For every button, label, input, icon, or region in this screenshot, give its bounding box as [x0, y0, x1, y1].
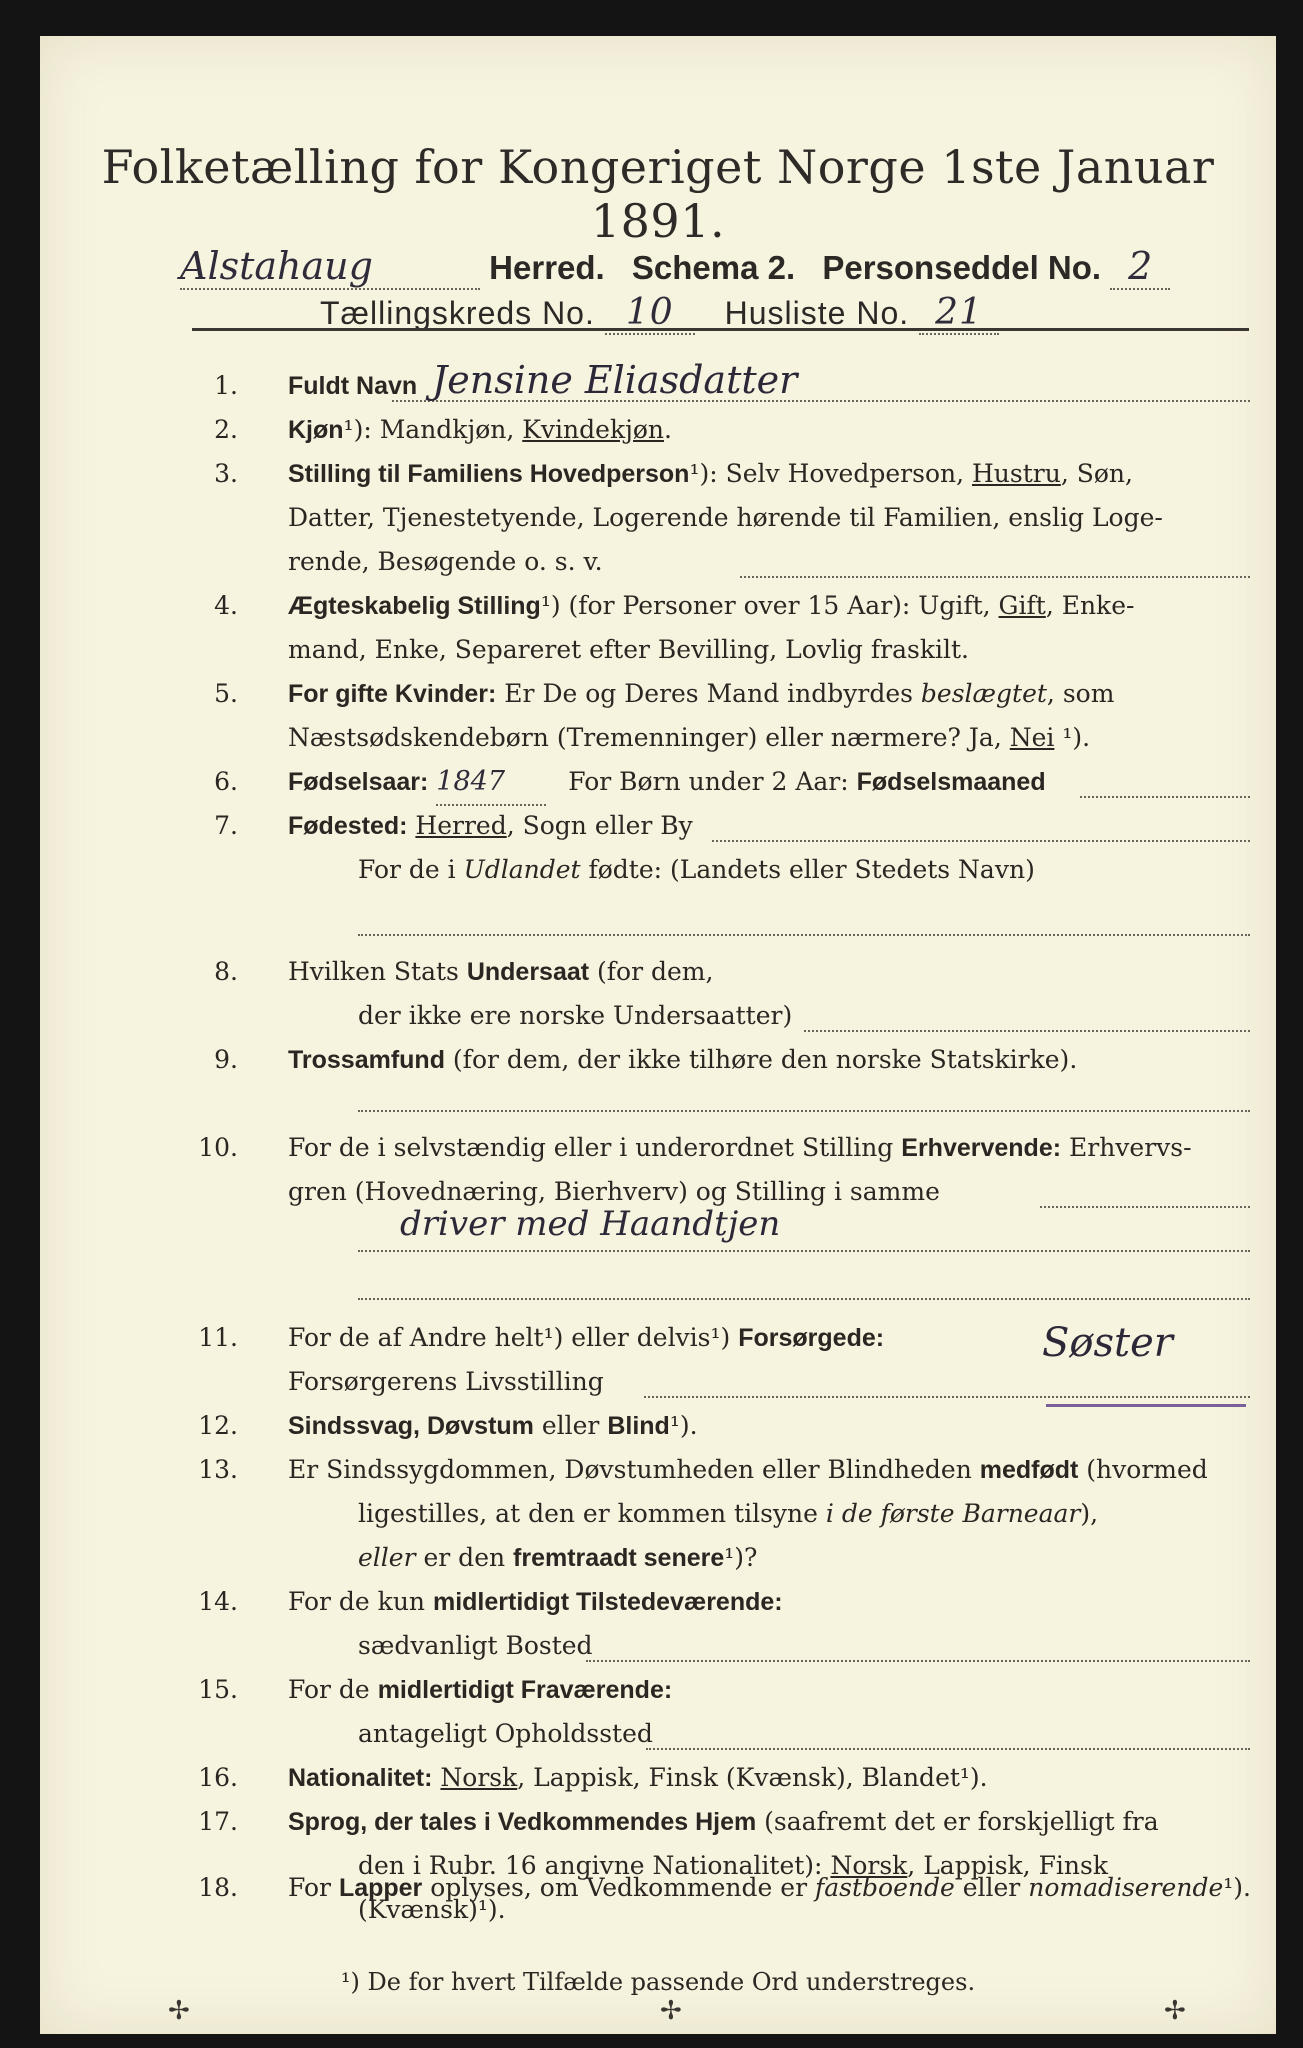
- item-text: ),: [1080, 1499, 1099, 1528]
- item-number: 4.: [214, 591, 238, 620]
- selected-option: Norsk: [440, 1763, 518, 1792]
- item-text: antageligt Opholdssted: [358, 1719, 653, 1748]
- item-text: , Søn,: [1060, 459, 1133, 488]
- item-text: den i Rubr. 16 angivne Nationalitet):: [358, 1851, 831, 1880]
- item-text: For de i: [358, 855, 464, 884]
- item-text: (for dem, der ikke tilhøre den norske Statskirke).: [444, 1045, 1078, 1074]
- item-text: (saafremt det er forskjelligt fra: [756, 1807, 1159, 1836]
- item-text: sædvanligt Bosted: [358, 1631, 593, 1660]
- item-label: Kjøn: [288, 416, 344, 444]
- item-text: ligestilles, at den er kommen tilsyne: [358, 1499, 826, 1528]
- fill-line: [358, 1250, 1250, 1252]
- item-text: Udlandet: [463, 855, 581, 884]
- item-text: er den: [415, 1543, 514, 1572]
- item-text: Datter, Tjenestetyende, Logerende hørende til Familien, enslig Loge-: [288, 503, 1163, 532]
- item-text: For de i selvstændig eller i underordnet Stilling: [288, 1133, 902, 1162]
- item-text: rende, Besøgende o. s. v.: [288, 547, 603, 576]
- personseddel-value: 2: [1110, 244, 1170, 290]
- item-label: Forsørgede:: [738, 1324, 885, 1352]
- item-text: For: [288, 1873, 339, 1902]
- footnote: ¹) De for hvert Tilfælde passende Ord understreges.: [340, 1968, 976, 1996]
- item-text: For de kun: [288, 1587, 433, 1616]
- item-label: Trossamfund: [288, 1046, 445, 1074]
- item-number: 1.: [214, 371, 238, 400]
- item-label: medfødt: [979, 1456, 1079, 1484]
- personseddel-label: Personseddel No.: [822, 249, 1102, 286]
- item-label: Ægteskabelig Stilling: [288, 592, 541, 620]
- selected-option: Hustru: [972, 459, 1061, 488]
- item-text: ¹) (for Personer over 15 Aar): Ugift,: [540, 591, 999, 620]
- fill-line: [646, 1748, 1250, 1750]
- item-number: 13.: [198, 1455, 238, 1484]
- header-line-herred: [180, 244, 1260, 290]
- selected-option: Norsk: [830, 1851, 908, 1880]
- item-label: Fuldt Navn: [288, 372, 418, 400]
- item-number: 6.: [214, 767, 238, 796]
- item-text: Er De og Deres Mand indbyrdes: [496, 679, 921, 708]
- item-number: 7.: [214, 811, 238, 840]
- item-number: 8.: [214, 957, 238, 986]
- item-text: fastboende: [814, 1873, 955, 1902]
- item-label: Fødested:: [288, 812, 408, 840]
- item-number: 2.: [214, 415, 238, 444]
- fill-line: [358, 934, 1250, 936]
- item-label: Fødselsmaaned: [856, 768, 1046, 796]
- item-number: 3.: [214, 459, 238, 488]
- item-text: ¹).: [1054, 723, 1091, 752]
- item-text: eller: [954, 1873, 1029, 1902]
- fill-line: [644, 1396, 1250, 1398]
- item-number: 11.: [198, 1323, 238, 1352]
- fill-line: [358, 1110, 1250, 1112]
- item-text: beslægtet: [920, 679, 1047, 708]
- item-text: Erhvervs-: [1061, 1133, 1192, 1162]
- item-label: Lapper: [338, 1874, 423, 1902]
- birth-year-value: 1847: [436, 760, 546, 806]
- item-label: Fødselsaar:: [288, 768, 429, 796]
- occupation-value: driver med Haandtjen: [400, 1204, 781, 1244]
- item-text: Næstsødskendebørn (Tremenninger) eller nærmere? Ja,: [288, 723, 1010, 752]
- item-label: Stilling til Familiens Hovedperson: [288, 460, 690, 488]
- item-text: ¹).: [669, 1411, 698, 1440]
- item-text: fødte: (Landets eller Stedets Navn): [580, 855, 1035, 884]
- item-text: Hvilken Stats: [288, 957, 467, 986]
- item-number: 15.: [198, 1675, 238, 1704]
- item-text: eller: [358, 1543, 416, 1572]
- item-label: midlertidigt Tilstedeværende:: [432, 1588, 783, 1616]
- item-label: fremtraadt senere: [513, 1544, 725, 1572]
- kreds-label: Tællingskreds No.: [320, 295, 595, 331]
- selected-option: Kvindekjøn: [522, 415, 664, 444]
- item-text: (for dem,: [589, 957, 714, 986]
- schema-label: Schema 2.: [631, 249, 796, 286]
- herred-label: Herred.: [489, 249, 605, 286]
- selected-option: Herred: [415, 811, 507, 840]
- item-text: gren (Hovednæring, Bierhverv) og Stilling i samme: [288, 1177, 940, 1206]
- item-text: der ikke ere norske Undersaatter): [358, 1001, 793, 1030]
- item-text: oplyses, om Vedkommende er: [422, 1873, 815, 1902]
- item-number: 16.: [198, 1763, 238, 1792]
- item-text: ¹): Selv Hovedperson,: [689, 459, 972, 488]
- item-number: 17.: [198, 1807, 238, 1836]
- full-name-value: Jensine Eliasdatter: [432, 358, 798, 402]
- selected-option: Gift: [998, 591, 1046, 620]
- registration-mark-left: ✢: [168, 1996, 190, 2026]
- herred-value: Alstahaug: [180, 244, 480, 290]
- item-text: (hvormed: [1078, 1455, 1208, 1484]
- item-number: 12.: [198, 1411, 238, 1440]
- husliste-label: Husliste No.: [724, 295, 910, 331]
- kreds-value: 10: [605, 292, 695, 335]
- fill-line: [358, 1298, 1250, 1300]
- item-label: Nationalitet:: [288, 1764, 433, 1792]
- fill-line: [586, 1660, 1250, 1662]
- item-number: 10.: [198, 1133, 238, 1162]
- item-label: Sprog, der tales i Vedkommendes Hjem: [288, 1808, 757, 1836]
- census-form-sheet: [40, 36, 1276, 2034]
- item-text: Forsørgerens Livsstilling: [288, 1367, 604, 1396]
- item-text: ¹)?: [724, 1543, 758, 1572]
- item-text: nomadiserende: [1028, 1873, 1224, 1902]
- item-label: Blind: [607, 1412, 670, 1440]
- item-text: For de: [288, 1675, 378, 1704]
- item-text: mand, Enke, Separeret efter Bevilling, Lovlig fraskilt.: [288, 635, 969, 664]
- item-number: 9.: [214, 1045, 238, 1074]
- item-text: , Lappisk, Finsk (Kvænsk)¹).: [358, 1851, 1108, 1924]
- item-number: 18.: [198, 1873, 238, 1902]
- item-text: .: [664, 415, 672, 444]
- item-text: , Lappisk, Finsk (Kvænsk), Blandet¹).: [517, 1763, 988, 1792]
- header-rule: [192, 328, 1249, 331]
- husliste-value: 21: [919, 292, 999, 335]
- item-text: , Enke-: [1045, 591, 1135, 620]
- item-number: 14.: [198, 1587, 238, 1616]
- item-text: , Sogn eller By: [506, 811, 693, 840]
- item-label: For gifte Kvinder:: [288, 680, 497, 708]
- registration-mark-center: ✢: [660, 1996, 682, 2026]
- selected-option: Nei: [1009, 723, 1055, 752]
- fill-line: [1080, 796, 1250, 798]
- item-text: ¹): Mandkjøn,: [343, 415, 523, 444]
- fill-line: [1040, 1206, 1250, 1208]
- item-text: ¹).: [1223, 1873, 1251, 1902]
- item-label: Undersaat: [466, 958, 590, 986]
- form-title: Folketælling for Kongeriget Norge 1ste Januar 1891.: [101, 140, 1215, 248]
- item-label: Erhvervende:: [901, 1134, 1062, 1162]
- fill-line: [712, 840, 1250, 842]
- fill-line: [804, 1030, 1250, 1032]
- item-text: i de første Barneaar: [825, 1499, 1081, 1528]
- item-text: For Børn under 2 Aar:: [568, 767, 857, 796]
- item-label: midlertidigt Fraværende:: [377, 1676, 673, 1704]
- item-label: Sindssvag, Døvstum: [288, 1412, 534, 1440]
- item-text: For de af Andre helt¹) eller delvis¹): [288, 1323, 739, 1352]
- item-text: eller: [533, 1411, 608, 1440]
- item-text: Er Sindssygdommen, Døvstumheden eller Blindheden: [288, 1455, 980, 1484]
- item-number: 5.: [214, 679, 238, 708]
- registration-mark-right: ✢: [1164, 1996, 1186, 2026]
- provider-value: Søster: [1042, 1320, 1173, 1366]
- fill-line: [740, 576, 1250, 578]
- item-text: , som: [1046, 679, 1115, 708]
